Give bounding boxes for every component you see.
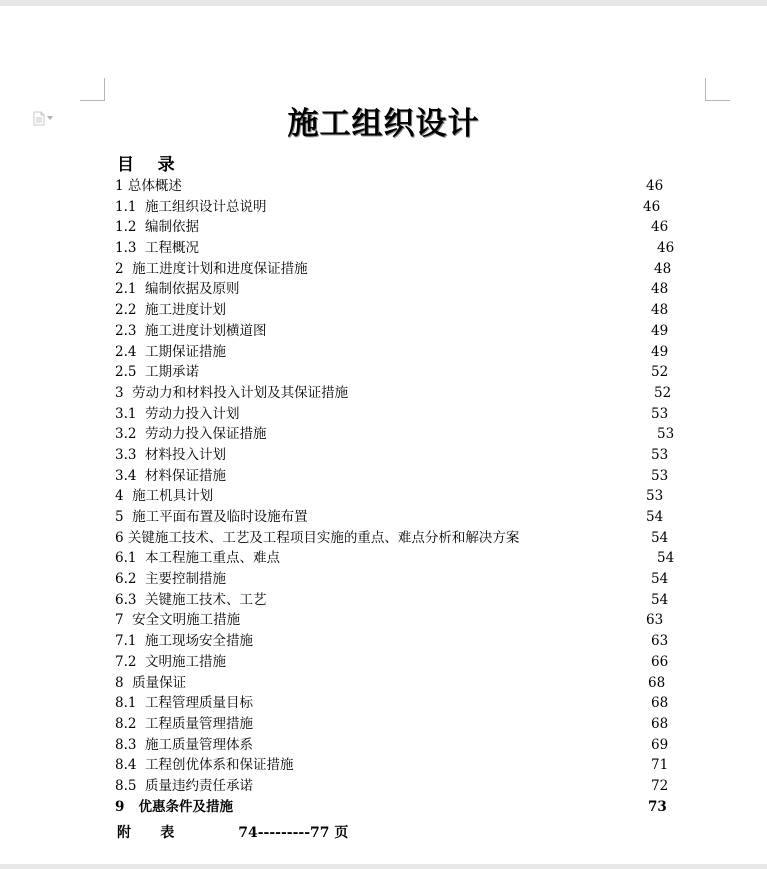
toc-entry[interactable] (0, 569, 767, 590)
toc-entry-label: 6.2 主要控制措施 (115, 571, 227, 588)
toc-entry-label: 4 施工机具计划 (115, 488, 214, 505)
toc-entry-page-number: 69 (651, 736, 669, 753)
toc-entry-label: 7.2 文明施工措施 (115, 653, 227, 670)
toc-entry-label: 7.1 施工现场安全措施 (115, 633, 254, 650)
toc-entry[interactable] (0, 486, 767, 507)
toc-entry-page-number: 71 (651, 757, 669, 774)
toc-entry[interactable] (0, 176, 767, 197)
toc-entry-page-number: 73 (648, 798, 667, 815)
toc-entry-label: 2.2 施工进度计划 (115, 302, 227, 319)
toc-entry-page-number: 68 (648, 674, 666, 691)
toc-entry-label: 8 质量保证 (115, 674, 187, 691)
appendix-page-range: 74---------77 页 (238, 825, 349, 841)
toc-entry-label: 2.5 工期承诺 (115, 364, 200, 381)
toc-entry-page-number: 46 (643, 198, 661, 215)
toc-entry-label: 3.3 材料投入计划 (115, 446, 227, 463)
toc-entry-page-number: 72 (651, 777, 669, 794)
appendix-label: 附 表 (117, 825, 175, 841)
toc-entry-page-number: 53 (657, 426, 675, 443)
toc-entry-label: 8.3 施工质量管理体系 (115, 736, 254, 753)
toc-entry[interactable] (0, 693, 767, 714)
table-of-contents (0, 176, 767, 817)
toc-entry-page-number: 54 (651, 529, 669, 546)
toc-entry[interactable] (0, 548, 767, 569)
toc-entry-page-number: 63 (651, 633, 669, 650)
toc-entry-page-number: 49 (651, 343, 669, 360)
toc-entry[interactable] (0, 383, 767, 404)
toc-entry[interactable] (0, 321, 767, 342)
toc-entry-page-number: 66 (651, 653, 669, 670)
toc-entry[interactable] (0, 217, 767, 238)
toc-entry-label: 9 优惠条件及措施 (115, 798, 233, 815)
toc-entry-label: 7 安全文明施工措施 (115, 612, 241, 629)
document-page (0, 6, 767, 864)
toc-entry[interactable] (0, 755, 767, 776)
appendix-line (117, 822, 348, 842)
toc-entry-page-number: 48 (651, 281, 669, 298)
toc-entry-page-number: 53 (651, 446, 669, 463)
toc-entry-label: 6.3 关键施工技术、工艺 (115, 591, 267, 608)
toc-entry[interactable] (0, 631, 767, 652)
toc-entry[interactable] (0, 652, 767, 673)
toc-entry-label: 1.2 编制依据 (115, 219, 200, 236)
toc-entry-page-number: 52 (654, 384, 672, 401)
toc-entry[interactable] (0, 445, 767, 466)
toc-entry[interactable] (0, 466, 767, 487)
toc-entry[interactable] (0, 362, 767, 383)
toc-entry[interactable] (0, 259, 767, 280)
toc-entry[interactable] (0, 507, 767, 528)
toc-entry-label: 3.4 材料保证措施 (115, 467, 227, 484)
toc-entry[interactable] (0, 238, 767, 259)
toc-entry-page-number: 49 (651, 322, 669, 339)
toc-entry[interactable] (0, 714, 767, 735)
toc-entry-page-number: 63 (646, 612, 664, 629)
toc-entry[interactable] (0, 776, 767, 797)
toc-entry-label: 2.3 施工进度计划横道图 (115, 322, 267, 339)
toc-entry[interactable] (0, 673, 767, 694)
toc-entry-page-number: 53 (651, 405, 669, 422)
toc-entry-page-number: 48 (651, 302, 669, 319)
toc-entry[interactable] (0, 197, 767, 218)
toc-heading: 目 录 (117, 155, 175, 175)
toc-entry-page-number: 54 (646, 509, 664, 525)
toc-entry[interactable] (0, 404, 767, 425)
document-title: 施工组织设计 (287, 106, 480, 142)
toc-entry-page-number: 46 (646, 178, 664, 194)
toc-entry-label: 1.1 施工组织设计总说明 (115, 198, 267, 215)
toc-entry-label: 2 施工进度计划和进度保证措施 (115, 260, 308, 277)
toc-entry-label: 1 总体概述 (115, 178, 182, 194)
toc-entry[interactable] (0, 590, 767, 611)
toc-entry-page-number: 68 (651, 695, 669, 712)
toc-entry[interactable] (0, 797, 767, 818)
toc-entry-label: 3 劳动力和材料投入计划及其保证措施 (115, 384, 349, 401)
toc-entry[interactable] (0, 300, 767, 321)
toc-entry-page-number: 53 (646, 488, 664, 505)
toc-entry[interactable] (0, 424, 767, 445)
toc-entry-label: 8.4 工程创优体系和保证措施 (115, 757, 294, 774)
toc-entry-page-number: 53 (651, 467, 669, 484)
toc-entry[interactable] (0, 342, 767, 363)
toc-entry-label: 8.5 质量违约责任承诺 (115, 777, 254, 794)
toc-entry-label: 2.4 工期保证措施 (115, 343, 227, 360)
toc-entry-label: 2.1 编制依据及原则 (115, 281, 240, 298)
toc-entry-page-number: 54 (651, 591, 669, 608)
toc-entry-page-number: 68 (651, 715, 669, 732)
toc-entry-page-number: 54 (651, 571, 669, 588)
toc-entry-label: 3.1 劳动力投入计划 (115, 405, 240, 422)
toc-entry-page-number: 46 (651, 219, 669, 236)
toc-entry-label: 6.1 本工程施工重点、难点 (115, 550, 281, 567)
toc-entry-label: 6 关键施工技术、工艺及工程项目实施的重点、难点分析和解决方案 (115, 529, 520, 546)
toc-entry[interactable] (0, 735, 767, 756)
toc-entry-page-number: 46 (657, 240, 675, 257)
toc-entry-page-number: 48 (654, 260, 672, 277)
toc-entry-label: 1.3 工程概况 (115, 240, 200, 257)
toc-entry-label: 8.2 工程质量管理措施 (115, 715, 254, 732)
toc-entry[interactable] (0, 610, 767, 631)
toc-entry[interactable] (0, 279, 767, 300)
toc-entry[interactable] (0, 528, 767, 549)
toc-entry-label: 5 施工平面布置及临时设施布置 (115, 509, 308, 525)
toc-entry-page-number: 52 (651, 364, 669, 381)
toc-entry-label: 8.1 工程管理质量目标 (115, 695, 254, 712)
toc-entry-page-number: 54 (657, 550, 675, 567)
toc-entry-label: 3.2 劳动力投入保证措施 (115, 426, 267, 443)
